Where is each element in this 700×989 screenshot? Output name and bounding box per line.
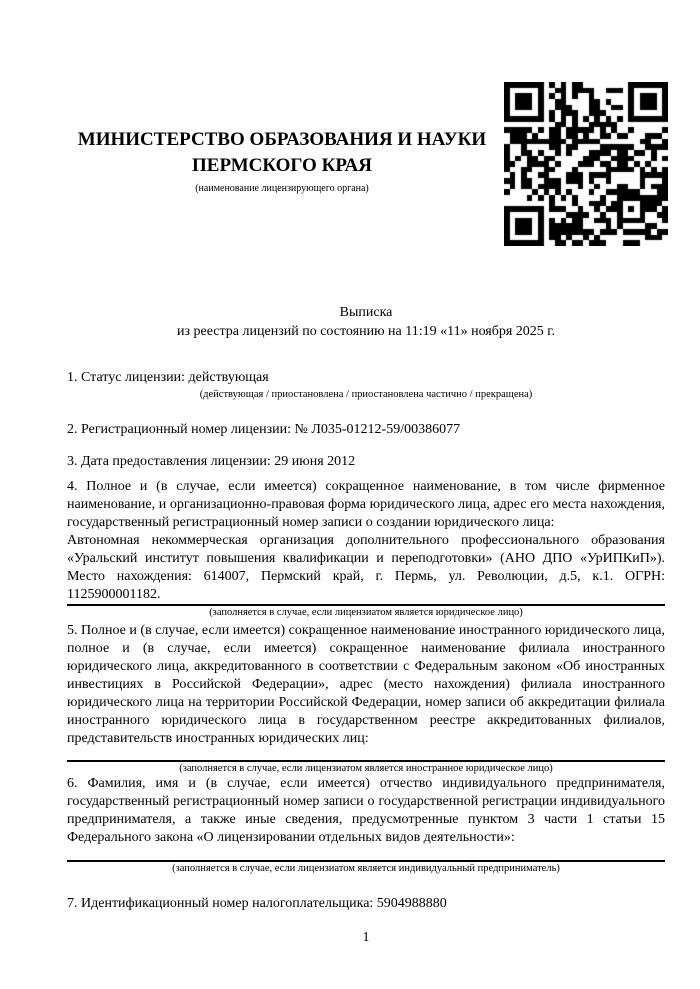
registration-number-text: 2. Регистрационный номер лицензии: № Л035-01212-59/00386077 bbox=[67, 422, 461, 437]
entrepreneur-note: (заполняется в случае, если лицензиатом является индивидуальный предприниматель) bbox=[172, 863, 560, 874]
item-entrepreneur bbox=[67, 775, 665, 875]
ministry-name-line1: МИНИСТЕРСТВО ОБРАЗОВАНИЯ И НАУКИ bbox=[77, 129, 487, 150]
item-foreign-entity bbox=[67, 622, 665, 775]
ministry-name-line2: ПЕРМСКОГО КРАЯ bbox=[192, 155, 372, 176]
entrepreneur-label: 6. Фамилия, имя и (в случае, если имеется) отчество индивидуального предпринимателя, государственный регистрационный номер записи о государственной регистрации индивидуального предпринимателя, а также иные сведения, предусмотренные пунктом 3 части 1 статьи 15 Федерального закона «О лицензировании отдельных видов деятельности»: bbox=[67, 776, 665, 845]
taxpayer-number-text: 7. Идентификационный номер налогоплательщика: 5904988880 bbox=[67, 896, 447, 911]
document-content bbox=[67, 0, 665, 989]
document-title: Выписка bbox=[339, 305, 393, 320]
item-license-date bbox=[67, 453, 665, 471]
item-registration-number bbox=[67, 421, 665, 439]
license-status-text: 1. Статус лицензии: действующая bbox=[67, 370, 269, 385]
foreign-entity-label: 5. Полное и (в случае, если имеется) сокращенное наименование иностранного юридического лица, полное и (в случае, если имеется) сокращенное наименование филиала иностранного юридического лица, аккредитованного в соответствии с Федеральным законом «Об иностранных инвестициях в Российской Федерации», адрес (место нахождения) филиала иностранного юридического лица на территории Российской Федерации, номер записи об аккредитации филиала иностранного юридического лица в государственном реестре аккредитованных филиалов, представительств иностранных юридических лиц: bbox=[67, 623, 665, 746]
legal-entity-label: 4. Полное и (в случае, если имеется) сокращенное наименование, в том числе фирменное наименование, и организационно-правовая форма юридического лица, адрес его места нахождения, государственный регистрационный номер записи о создании юридического лица: bbox=[67, 479, 665, 530]
license-date-text: 3. Дата предоставления лицензии: 29 июня 2012 bbox=[67, 454, 356, 469]
licensing-authority-caption: (наименование лицензирующего органа) bbox=[195, 183, 369, 194]
document-subtitle: из реестра лицензий по состоянию на 11:19 «11» ноября 2025 г. bbox=[177, 324, 555, 339]
license-status-note: (действующая / приостановлена / приостановлена частично / прекращена) bbox=[199, 389, 533, 400]
page-number: 1 bbox=[362, 930, 370, 945]
qr-code-icon bbox=[504, 82, 668, 246]
item-taxpayer-number bbox=[67, 895, 665, 913]
document-title-block bbox=[67, 303, 665, 341]
legal-entity-note: (заполняется в случае, если лицензиатом является юридическое лицо) bbox=[209, 607, 523, 618]
licensing-authority-block bbox=[67, 127, 497, 195]
foreign-entity-note: (заполняется в случае, если лицензиатом является иностранное юридическое лицо) bbox=[179, 763, 553, 774]
legal-entity-value: Автономная некоммерческая организация дополнительного профессионального образования «Уральский институт повышения квалификации и переподготовки» (АНО ДПО «УрИПКиП»). Место нахождения: 614007, Пермский край, г. Пермь, ул. Революции, д.5, к.1. ОГРН: 1125900001182. bbox=[67, 533, 665, 602]
item-license-status bbox=[67, 369, 665, 401]
item-legal-entity bbox=[67, 478, 665, 619]
